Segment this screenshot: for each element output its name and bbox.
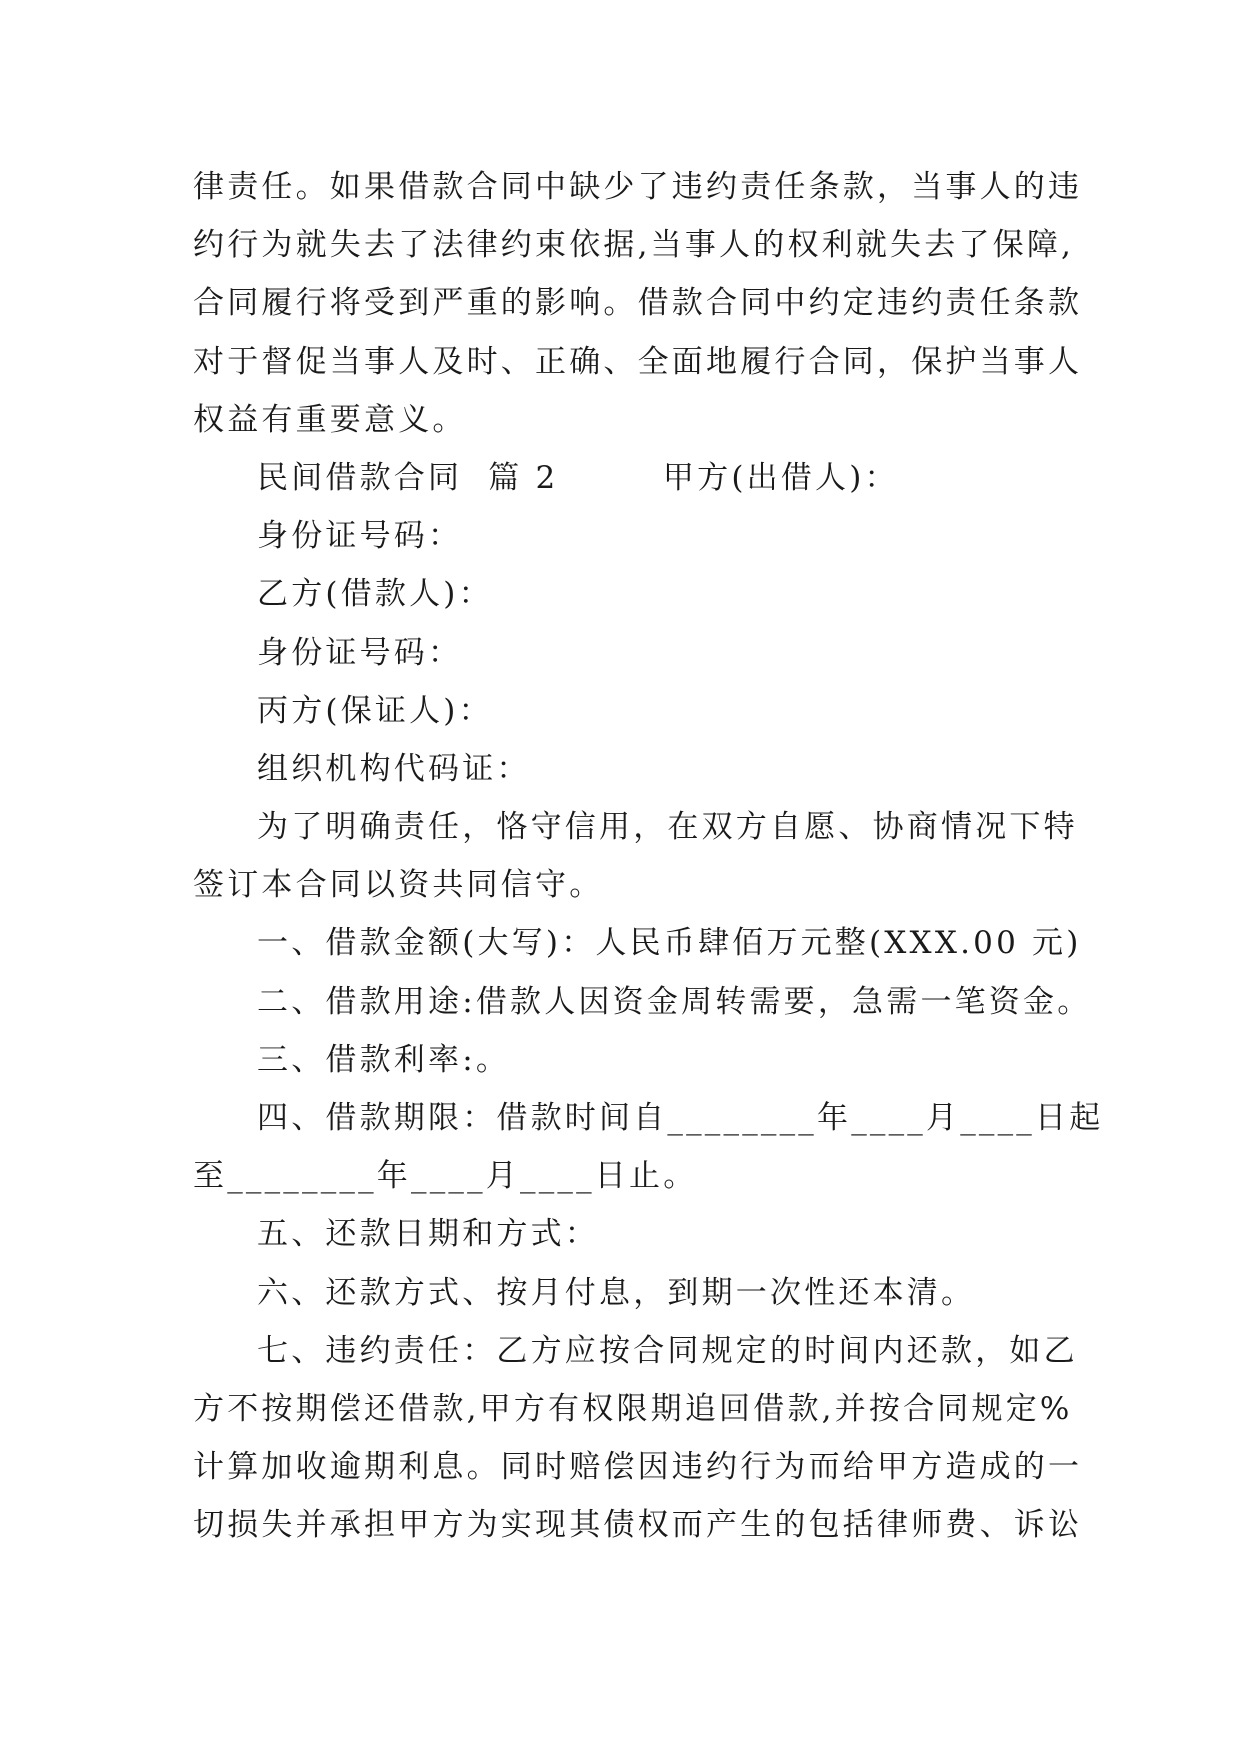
clause-loan-purpose: 二、借款用途:借款人因资金周转需要，急需一笔资金。: [257, 983, 1092, 1020]
text-line: 权益有重要意义。: [193, 401, 467, 438]
text-line: 合同履行将受到严重的影响。借款合同中约定违约责任条款: [193, 285, 1083, 322]
section-heading-line: 民间借款合同 篇 2 甲方(出借人)：: [257, 459, 899, 496]
borrower-field-label: 乙方(借款人)：: [257, 576, 493, 613]
clause-interest-rate: 三、借款利率:。: [257, 1041, 511, 1078]
clause-repayment-method: 六、还款方式、按月付息，到期一次性还本清。: [257, 1274, 976, 1311]
text-line: 律责任。如果借款合同中缺少了违约责任条款，当事人的违: [193, 169, 1083, 205]
guarantor-field-label: 丙方(保证人)：: [257, 692, 493, 729]
text-line: 切损失并承担甲方为实现其债权而产生的包括律师费、诉讼: [193, 1507, 1083, 1544]
document-body: [193, 158, 1104, 1555]
clause-liability: 七、违约责任：乙方应按合同规定的时间内还款，如乙: [257, 1332, 1078, 1369]
clause-loan-amount: 一、借款金额(大写)：人民币肆佰万元整(XXX.00 元): [257, 925, 1082, 962]
text-line: 签订本合同以资共同信守。: [193, 867, 604, 904]
id-number-field-label: 身份证号码：: [257, 518, 463, 555]
clause-repayment-date: 五、还款日期和方式：: [257, 1216, 599, 1253]
id-number-field-label: 身份证号码：: [257, 634, 463, 671]
text-line: 计算加收逾期利息。同时赔偿因违约行为而给甲方造成的一: [193, 1449, 1083, 1486]
text-line: 至________年____月____日止。: [193, 1158, 698, 1195]
clause-loan-term: 四、借款期限：借款时间自________年____月____日起: [257, 1100, 1104, 1136]
org-code-field-label: 组织机构代码证：: [257, 750, 531, 787]
text-line: 方不按期偿还借款,甲方有权限期追回借款,并按合同规定%: [193, 1390, 1073, 1427]
text-line: 对于督促当事人及时、正确、全面地履行合同，保护当事人: [193, 343, 1083, 380]
text-line: 约行为就失去了法律约束依据,当事人的权利就失去了保障,: [193, 227, 1075, 264]
text-line: 为了明确责任，恪守信用，在双方自愿、协商情况下特: [257, 809, 1078, 846]
